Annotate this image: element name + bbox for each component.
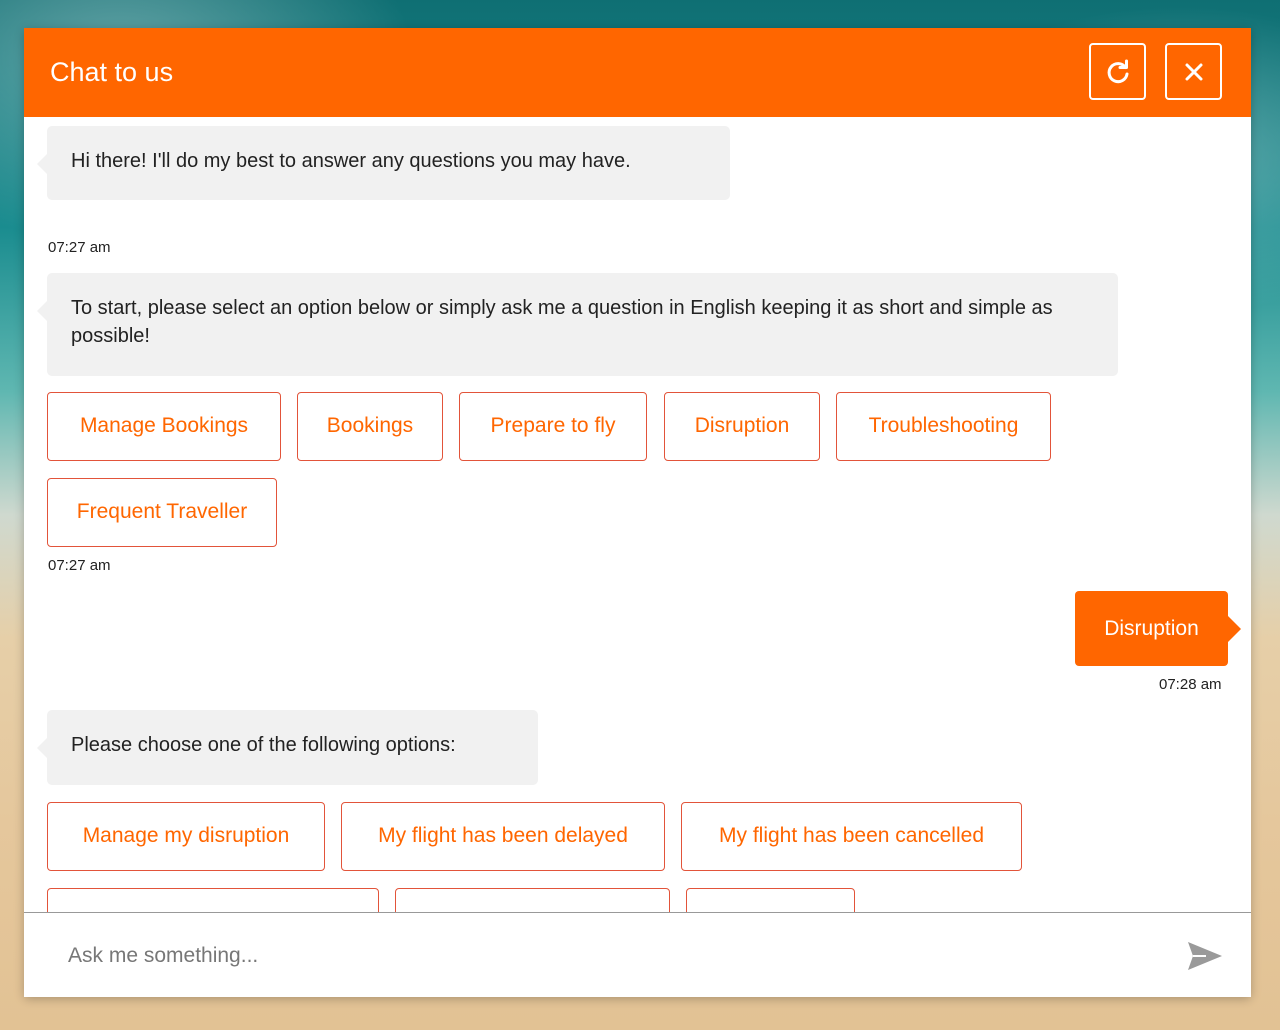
chat-window (24, 28, 1251, 997)
option-troubleshooting[interactable]: Troubleshooting (836, 392, 1051, 461)
send-icon (1186, 939, 1224, 973)
option-frequent-traveller[interactable]: Frequent Traveller (47, 478, 277, 547)
chat-header (24, 28, 1251, 117)
close-icon (1184, 62, 1204, 82)
refresh-icon (1105, 59, 1131, 85)
composer (24, 912, 1251, 997)
message-list[interactable] (24, 117, 1251, 912)
user-message-text: Disruption (1104, 617, 1199, 640)
option-manage-bookings[interactable]: Manage Bookings (47, 392, 281, 461)
bot-message-text: To start, please select an option below or simply ask me a question in English keeping it as short and simple as possible! (71, 297, 1053, 347)
option-bookings[interactable]: Bookings (297, 392, 443, 461)
message-input[interactable] (66, 935, 1160, 977)
message-timestamp: 07:28 am (1159, 676, 1222, 693)
bot-message-start (47, 273, 1118, 376)
bot-message-text: Please choose one of the following options: (71, 734, 456, 756)
refresh-button[interactable] (1089, 43, 1146, 100)
bot-message-greeting (47, 126, 730, 200)
option-manage-my-disruption[interactable]: Manage my disruption (47, 802, 325, 871)
bot-message-text: Hi there! I'll do my best to answer any questions you may have. (71, 150, 631, 172)
chat-title: Chat to us (50, 57, 174, 87)
bot-message-followup (47, 710, 538, 785)
option-flight-cancelled[interactable]: My flight has been cancelled (681, 802, 1022, 871)
option-disruption[interactable]: Disruption (664, 392, 820, 461)
user-message-disruption (1075, 591, 1228, 666)
send-button[interactable] (1186, 939, 1224, 973)
option-prepare-to-fly[interactable]: Prepare to fly (459, 392, 647, 461)
option-flight-delayed[interactable]: My flight has been delayed (341, 802, 665, 871)
message-timestamp: 07:27 am (48, 239, 111, 256)
message-timestamp: 07:27 am (48, 557, 111, 574)
close-button[interactable] (1165, 43, 1222, 100)
